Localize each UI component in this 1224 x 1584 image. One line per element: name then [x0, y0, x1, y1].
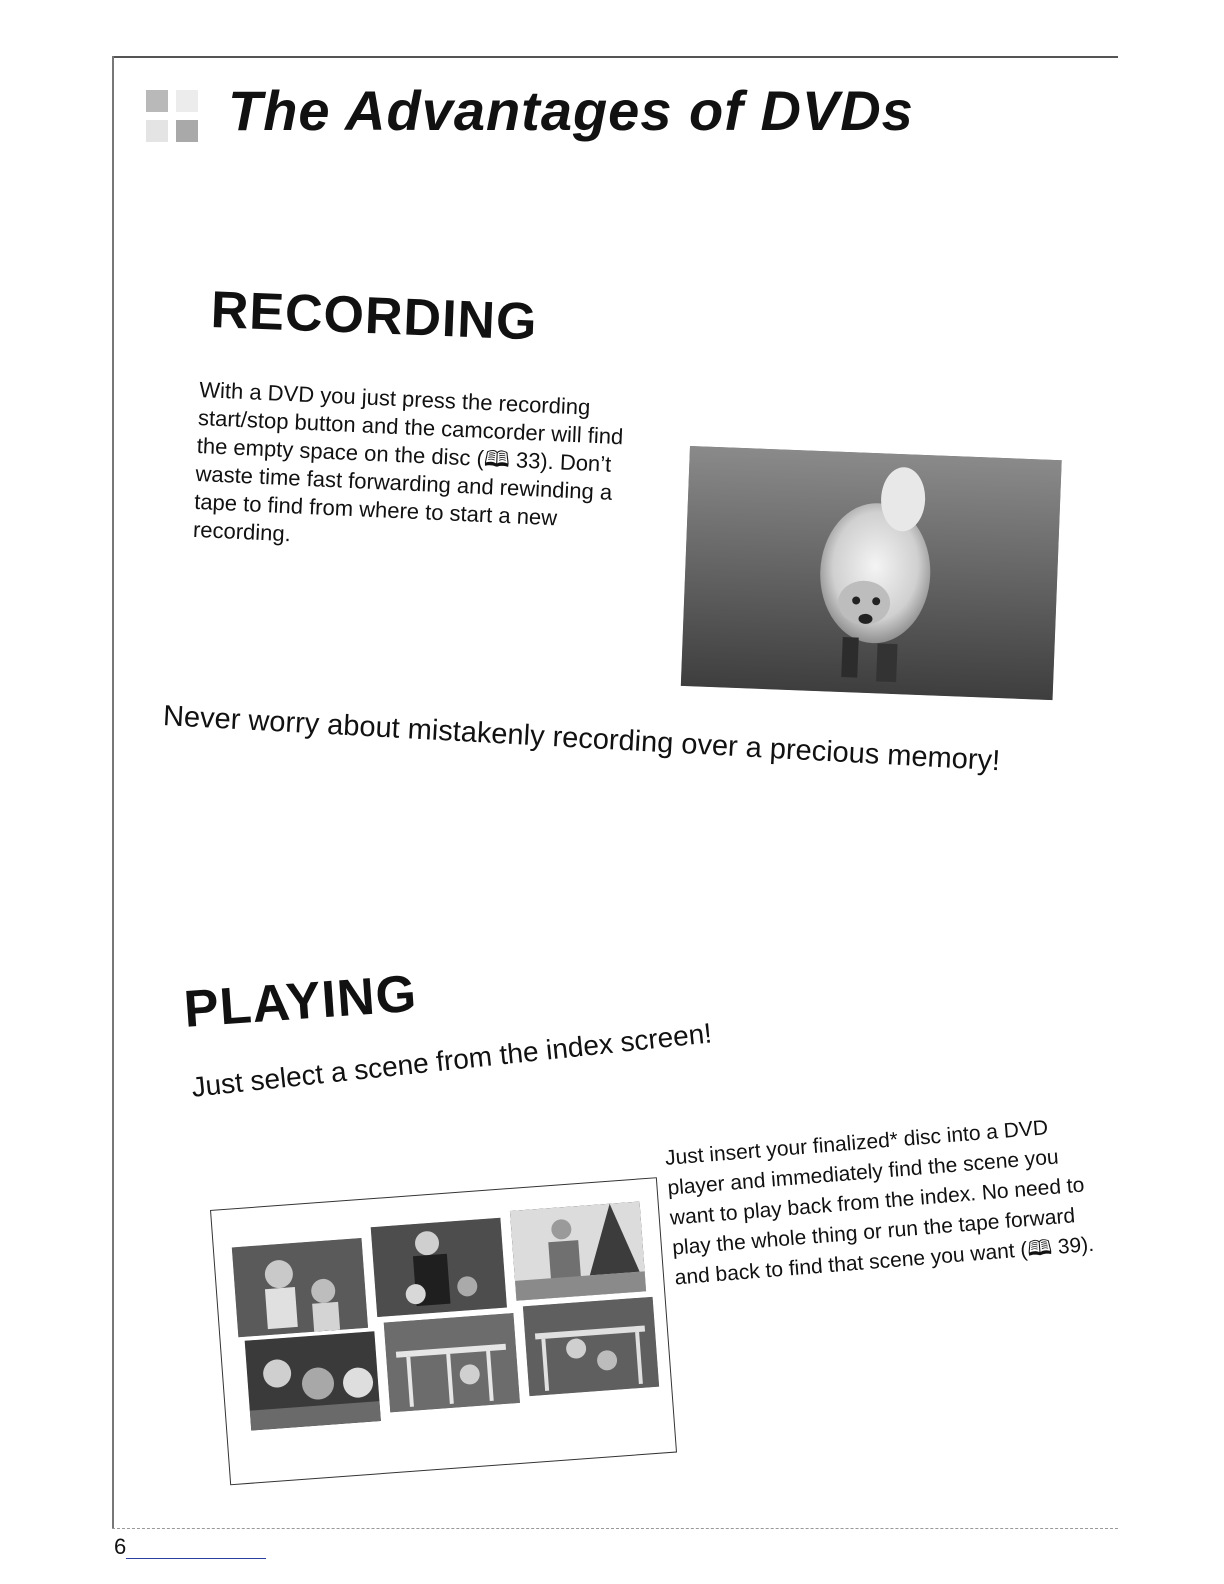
index-thumbnail — [371, 1218, 507, 1317]
index-thumbnail — [232, 1238, 368, 1337]
playing-body: Just insert your finalized* disc into a DVD player and immediately find the scene you want to play back from the index. No need to play the whole thing or run the tape forward and back to find that scene you want (🕮 39). — [664, 1116, 1095, 1290]
page-number-rule — [126, 1558, 266, 1559]
page-title: The Advantages of DVDs — [228, 79, 914, 142]
page-frame-bottom — [112, 1528, 1118, 1529]
recording-body: With a DVD you just press the recording start/stop button and the camcorder will find the empty space on the disc (🕮 33). Don’t waste time fast forwarding and rewinding a tape to find from where to start a new recording. — [192, 376, 624, 547]
index-thumbnail — [523, 1297, 659, 1396]
page-frame-top — [112, 56, 1118, 58]
index-thumbnail — [384, 1313, 520, 1412]
grey-squares-icon — [146, 90, 202, 146]
index-screen-illustration — [210, 1177, 677, 1485]
index-thumbnail — [510, 1202, 646, 1301]
page-number: 6 — [114, 1534, 127, 1559]
recording-tagline: Never worry about mistakenly recording over a precious memory! — [162, 700, 1001, 778]
index-thumbnail — [245, 1331, 381, 1430]
recording-heading: RECORDING — [209, 280, 539, 352]
playing-heading: PLAYING — [182, 964, 419, 1039]
playing-subheading: Just select a scene from the index screen! — [190, 1017, 714, 1103]
page-frame-left — [112, 56, 114, 1528]
dog-photo — [681, 446, 1062, 700]
